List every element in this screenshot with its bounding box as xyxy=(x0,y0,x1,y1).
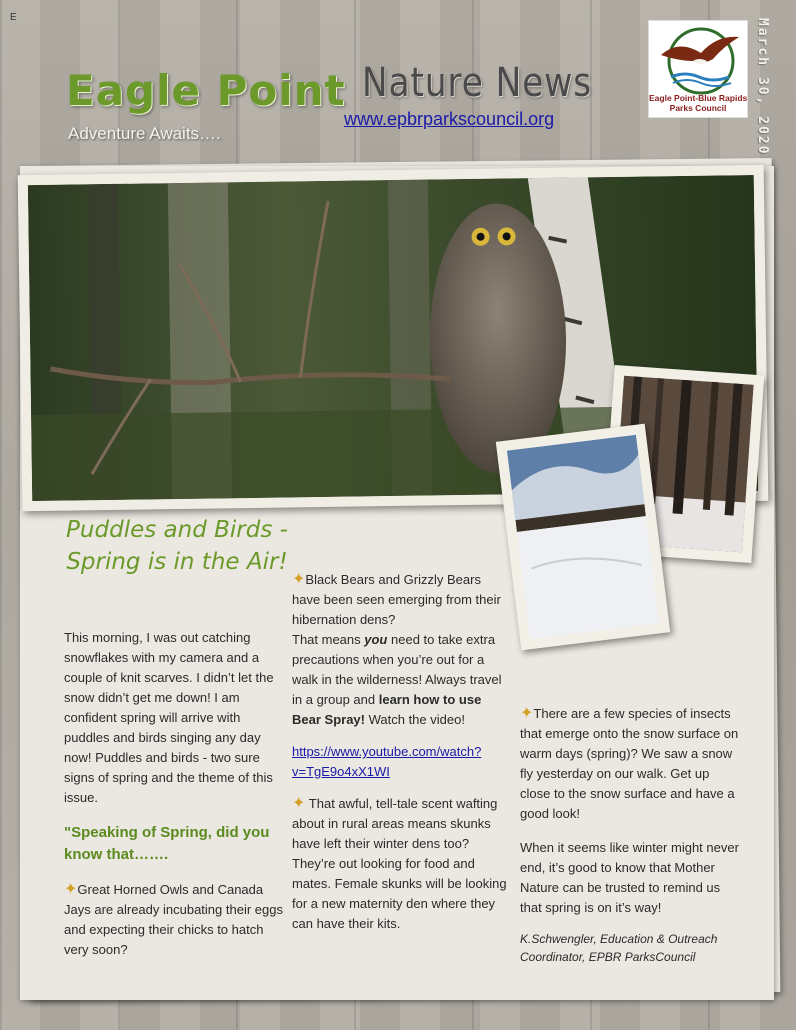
logo-text-line2: Parks Council xyxy=(669,103,727,113)
bears-advice-bold: learn how to use Bear Spray! xyxy=(292,692,482,727)
fact-bears-text: Black Bears and Grizzly Bears have been seen emerging from their hibernation dens? xyxy=(292,572,501,627)
closing-paragraph: When it seems like winter might never end, it’s good to know that Mother Nature can be trusted to remind us that spring is on it’s way! xyxy=(520,840,739,915)
fact-owls-text: Great Horned Owls and Canada Jays are already incubating their eggs and expecting their chicks to hatch very soon? xyxy=(64,882,283,957)
issue-date: March 30, 2020 xyxy=(755,18,770,156)
fact-insects-text: There are a few species of insects that emerge onto the snow surface on warm days (spring)? We saw a snow fly yesterday on our walk. Get up close to the snow surface and have a good look! xyxy=(520,706,739,821)
parks-council-logo xyxy=(648,20,748,118)
column-3 xyxy=(520,704,742,966)
masthead-title-secondary: Nature News xyxy=(362,60,593,106)
bear-spray-video-link[interactable]: https://www.youtube.com/watch?v=TgE9o4xX1WI xyxy=(292,744,482,779)
author-signature: K.Schwengler, Education & Outreach Coordinator, EPBR ParksCouncil xyxy=(520,932,718,964)
bears-advice xyxy=(292,630,510,730)
column-1 xyxy=(64,628,284,960)
column-2 xyxy=(292,570,510,934)
bears-advice-emphasis: you xyxy=(364,632,388,647)
fact-owls xyxy=(64,880,284,960)
bears-advice-part1: That means xyxy=(292,632,365,647)
star-bullet-icon: ✦ xyxy=(64,881,78,898)
intro-paragraph: This morning, I was out catching snowflakes with my camera and a couple of knit scarves. I didn’t let the snow didn’t get me down! I am confident spring will arrive with puddles and birds singing any day now! Puddles and birds - two sure signs of spring and the theme of this issue. xyxy=(64,630,274,805)
fact-skunks-text: That awful, tell-tale scent wafting about in rural areas means skunks have left their winter dens too? They’re out looking for food and mates. Female skunks will be looking for a new maternity den where they can have their kits. xyxy=(292,796,507,931)
bears-advice-part3: Watch the video! xyxy=(364,712,465,727)
website-link[interactable]: www.epbrparkscouncil.org xyxy=(344,109,555,129)
logo-text-line1: Eagle Point-Blue Rapids xyxy=(649,93,748,103)
snow-field-image xyxy=(507,435,659,639)
masthead-tagline: Adventure Awaits…. xyxy=(68,124,221,143)
article-headline: Puddles and Birds - Spring is in the Air! xyxy=(66,517,288,575)
did-you-know-callout: "Speaking of Spring, did you know that……. xyxy=(64,824,270,863)
fact-insects xyxy=(520,704,742,824)
bears-advice-part2: need to take extra precautions when you’re out for a walk in the wilderness! Always travel in a group and xyxy=(292,632,502,707)
fact-skunks xyxy=(292,794,510,934)
star-bullet-icon: ✦ xyxy=(292,571,306,588)
corner-mark: E xyxy=(10,12,17,23)
snow-field-photo xyxy=(496,424,670,651)
fact-bears xyxy=(292,570,510,630)
star-bullet-icon: ✦ xyxy=(520,705,534,722)
star-bullet-icon: ✦ xyxy=(292,795,306,812)
masthead-title-primary: Eagle Point xyxy=(66,66,346,115)
